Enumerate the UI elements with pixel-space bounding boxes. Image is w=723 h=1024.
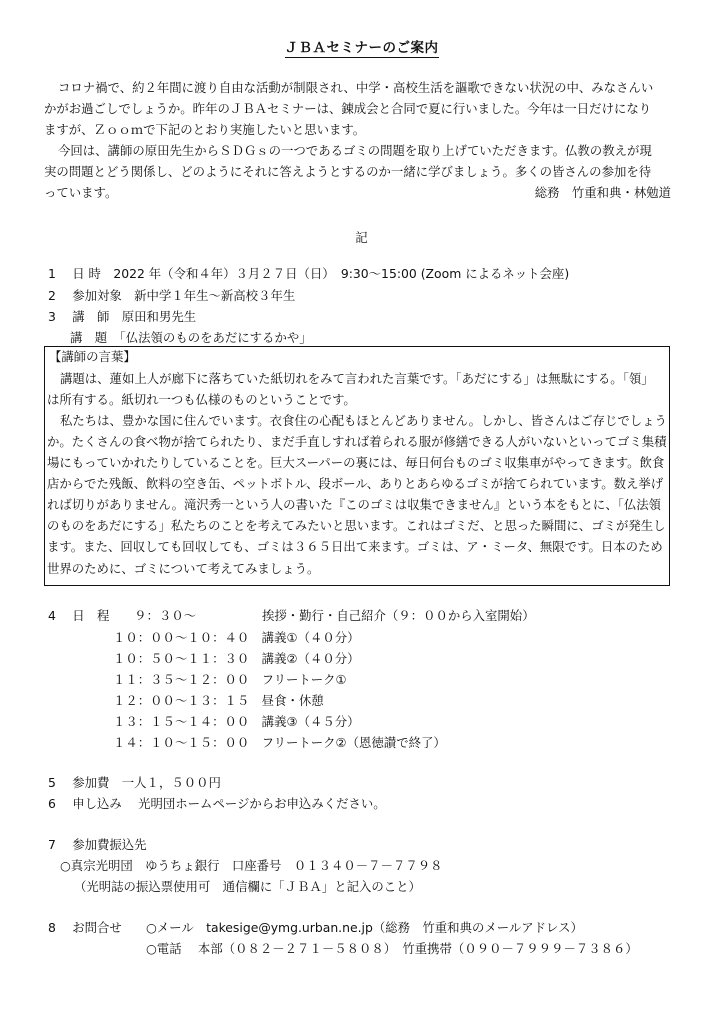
box-line: か。たくさんの食べ物が捨てられたり、まだ手直しすれば着られる服が修繕できる人がいないといってゴミ集積 xyxy=(47,434,667,449)
intro-line: 実の問題とどう関係し、どのようにそれに答えようとするのか一緒に学びましょう。多くの皆さんの参加を待 xyxy=(44,164,652,179)
signature: 総務 竹重和典・林勉道 xyxy=(534,185,671,200)
ki-heading: 記 xyxy=(355,230,368,245)
page-title xyxy=(0,36,723,56)
intro-line: っています。 xyxy=(44,185,118,200)
box-line: 講題は、蓮如上人が廊下に落ちていた紙切れをみて言われた言葉です。「あだにする」は無駄にする。「領」 xyxy=(60,371,654,386)
box-line: ます。また、回収しても回収しても、ゴミは３６５日出て来ます。ゴミは、ア・ミータ、無限です。日本のため xyxy=(47,539,663,554)
contact-label: 8 お問合せ xyxy=(48,920,122,935)
item-apply: 6 申し込み 光明団ホームページからお申込みください。 xyxy=(48,796,386,811)
box-line: 場にもっていかれたりしていることを。巨大スーパーの裏には、毎日何台ものゴミ収集車がやってきます。飲食 xyxy=(47,455,665,470)
schedule-row: １１：３５～１２：００ フリートーク① xyxy=(113,672,347,687)
box-line: は所有する。紙切れ一つも仏様のものということです。 xyxy=(47,392,356,407)
box-line: のものをあだにする」私たちのことを考えてみたいと思います。これはゴミだ、と思った瞬間に、ゴミが発生し xyxy=(47,518,666,533)
item-date: 1 日 時 2022 年（令和４年）３月２７日（日） 9:30～15:00 (Zoom によるネット会座) xyxy=(48,266,570,281)
item-target: 2 参加対象 新中学１年生～新高校３年生 xyxy=(48,288,296,303)
box-heading: 【講師の言葉】 xyxy=(49,349,136,364)
intro-line: コロナ禍で、約２年間に渡り自由な活動が制限され、中学・高校生活を謳歌できない状況の中、みなさんい xyxy=(58,80,654,95)
schedule-row: １０：００～１０：４０ 講義①（４０分） xyxy=(113,630,360,645)
contact-email: ○メール takesige@ymg.urban.ne.jp（総務 竹重和典のメールアドレス） xyxy=(146,920,583,935)
intro-line: かがお過ごしでしょうか。昨年のＪＢＡセミナーは、錬成会と合同で夏に行いました。今年は一日だけになり xyxy=(44,101,652,116)
intro-line: ますが、Ｚｏｏｍで下記のとおり実施したいと思います。 xyxy=(44,122,366,137)
schedule-label: 4 日 程 ９：３０～ xyxy=(48,608,197,623)
schedule-row: １４：１０～１５：００ フリートーク②（恩徳讃で終了） xyxy=(113,735,446,750)
box-line: 私たちは、豊かな国に住んでいます。衣食住の心配もほとんどありません。しかし、皆さんはご存じでしょう xyxy=(60,413,667,428)
item-lecture-title: 講 題 「仏法領のものをあだにするかや」 xyxy=(70,330,312,345)
contact-phone: ○電話 本部（０８２－２７１－５８０８） 竹重携帯（０９０－７９９９－７３８６） xyxy=(146,941,638,956)
box-line: 世界のために、ゴミについて考えてみましょう。 xyxy=(47,561,320,576)
intro-line: 今回は、講師の原田先生からＳＤＧｓの一つであるゴミの問題を取り上げていただきます。仏教の教えが現 xyxy=(58,143,652,158)
item-fee: 5 参加費 一人１，５００円 xyxy=(48,775,221,790)
box-line: 店からでた残飯、飲料の空き缶、ペットボトル、段ボール、ありとあらゆるゴミが捨てられています。数え挙げ xyxy=(47,476,664,491)
transfer-label: 7 参加費振込先 xyxy=(48,837,147,852)
item-lecturer: 3 講 師 原田和男先生 xyxy=(48,309,197,324)
transfer-account: ○真宗光明団 ゆうちょ銀行 口座番号 ０１３４０－７－７７９８ xyxy=(60,858,443,873)
schedule-first: 挨拶・勤行・自己紹介（９：００から入室開始） xyxy=(262,608,535,623)
transfer-note: （光明誌の振込票使用可 通信欄に「ＪＢＡ」と記入のこと） xyxy=(74,879,421,894)
schedule-row: １０：５０～１１：３０ 講義②（４０分） xyxy=(113,651,360,666)
schedule-row: １２：００～１３：１５ 昼食・休憩 xyxy=(113,693,324,708)
box-line: れば切りがありません。滝沢秀一という人の書いた『このゴミは収集できません』という本をもとに、「仏法領 xyxy=(47,497,662,512)
title-text: ＪＢＡセミナーのご案内 xyxy=(284,40,439,56)
schedule-row: １３：１５～１４：００ 講義③（４５分） xyxy=(113,714,360,729)
